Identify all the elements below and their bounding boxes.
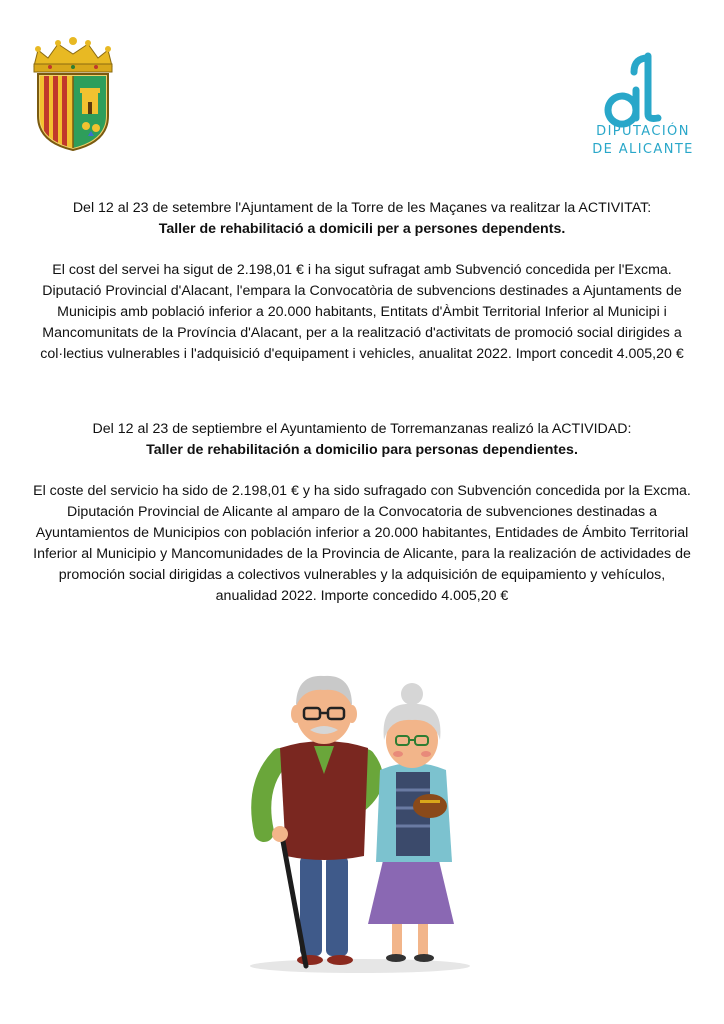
spanish-intro: Del 12 al 23 de septiembre el Ayuntamiento de Torremanzanas realizó la ACTIVIDAD: (92, 421, 632, 437)
elderly-man-figure (261, 676, 374, 966)
valencian-activity-title: Taller de rehabilitació a domicili per a persones dependents. (158, 221, 566, 237)
elderly-woman-figure (368, 683, 454, 962)
municipal-coat-of-arms (28, 36, 118, 154)
valencian-body: El cost del servei ha sigut de 2.198,01 € i ha sigut sufragat amb Subvenció concedida per l'Excma. Diputació Provincial d'Alacant, l'empara la Convocatòria de subvencions destinades a Ajuntaments de Municipis amb població inferior a 20.000 habitants, Entitats d'Àmbit Territorial Inferior al Municipi i Mancomunitats de la Província d'Alacant, per a la realització d'activitats de promoció social dirigides a col·lectius vulnerables i l'adquisició d'equipament i vehicles, anualitat 2022. Import concedit 4.005,20 € (40, 262, 684, 362)
crown-icon (34, 37, 112, 72)
spanish-activity-title: Taller de rehabilitación a domicilio para personas dependientes. (146, 442, 578, 458)
elderly-couple-illustration (240, 666, 480, 978)
logo-line-2: DE ALICANTE (592, 142, 694, 157)
logo-line-1: DIPUTACIÓN (596, 124, 690, 139)
valencian-intro: Del 12 al 23 de setembre l'Ajuntament de la Torre de les Maçanes va realitzar la ACTIVITAT: (72, 200, 652, 216)
spanish-body: El coste del servicio ha sido de 2.198,01 € y ha sido sufragado con Subvención concedida por la Excma. Diputación Provincial de Alicante al amparo de la Convocatoria de subvenciones destinadas a Ayuntamientos de Municipios con población inferior a 20.000 habitantes, Entidades de Ámbito Territorial Inferior al Municipio y Mancomunidades de la Provincia de Alicante, para la realización de actividades de promoción social dirigidas a colectivos vulnerables y la adquisición de equipamiento y vehículos, anualidad 2022. Importe concedido 4.005,20 € (33, 483, 691, 604)
